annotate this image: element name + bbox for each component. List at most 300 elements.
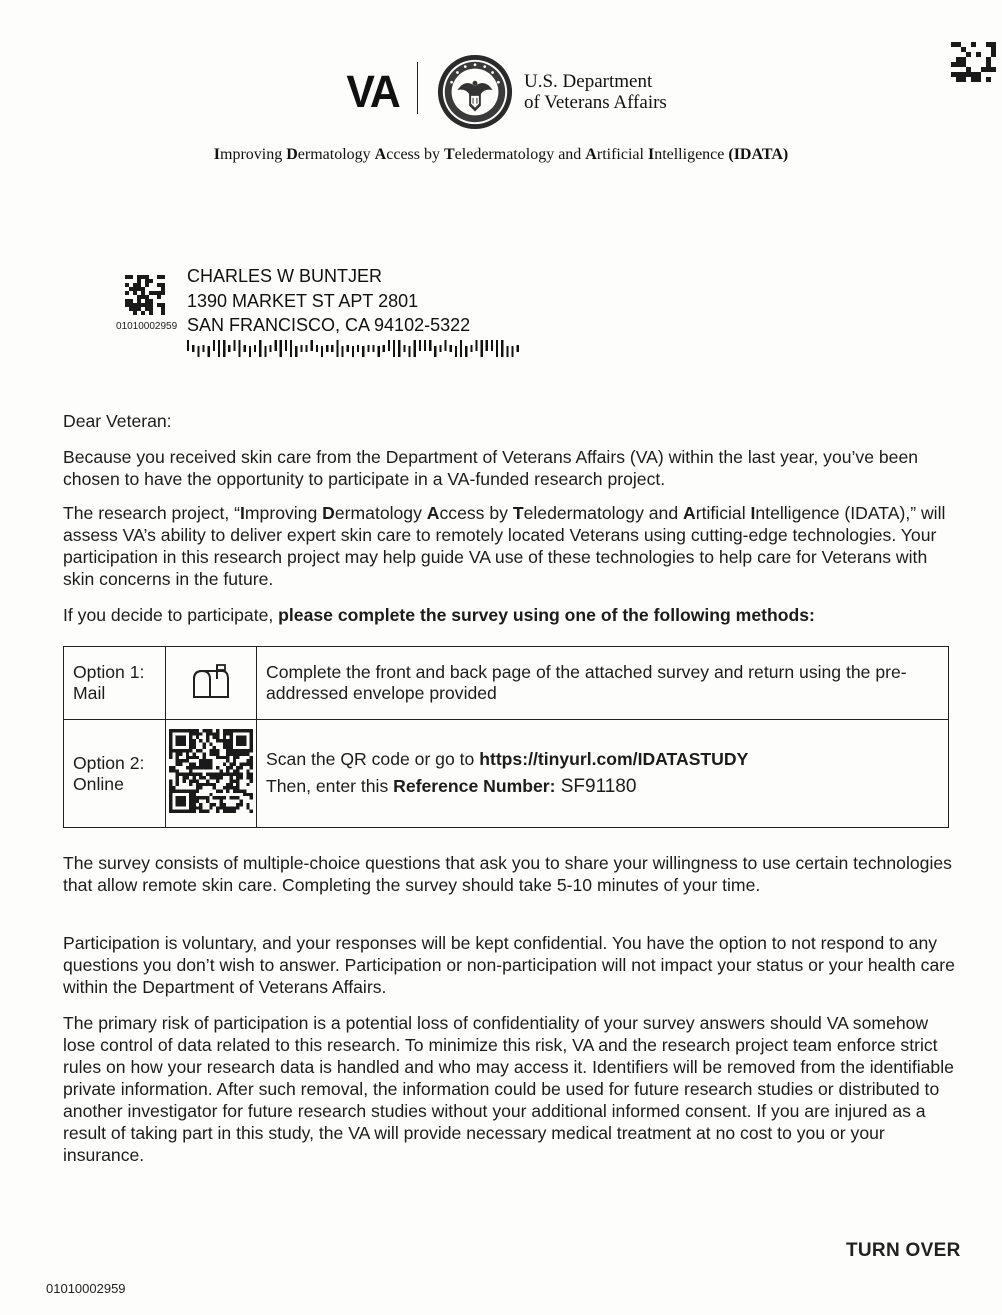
- code-module: [189, 783, 192, 786]
- code-module: [193, 746, 196, 749]
- code-module: [240, 753, 243, 756]
- code-module: [250, 746, 253, 749]
- code-module: [233, 769, 236, 772]
- code-module: [125, 283, 129, 287]
- code-module: [141, 295, 145, 299]
- code-module: [161, 311, 165, 315]
- code-module: [233, 763, 236, 766]
- code-module: [189, 806, 192, 809]
- code-module: [236, 773, 239, 776]
- code-module: [209, 766, 212, 769]
- code-module: [149, 307, 153, 311]
- code-module: [229, 753, 232, 756]
- code-module: [229, 746, 232, 749]
- barcode-bar: [213, 340, 215, 351]
- code-module: [145, 275, 149, 279]
- code-module: [182, 789, 185, 792]
- code-module: [169, 810, 172, 813]
- code-module: [196, 732, 199, 735]
- code-module: [233, 756, 236, 759]
- code-module: [229, 736, 232, 739]
- code-module: [206, 800, 209, 803]
- city-state-zip: SAN FRANCISCO, CA 94102-5322: [187, 315, 471, 335]
- code-module: [206, 783, 209, 786]
- code-module: [216, 806, 219, 809]
- code-module: [149, 299, 153, 303]
- code-module: [172, 810, 175, 813]
- code-module: [179, 796, 182, 799]
- code-module: [186, 756, 189, 759]
- method-icon-cell: [166, 720, 257, 828]
- code-module: [189, 803, 192, 806]
- code-module: [199, 786, 202, 789]
- code-module: [137, 279, 141, 283]
- code-module: [161, 291, 165, 295]
- code-module: [246, 769, 249, 772]
- code-module: [206, 739, 209, 742]
- code-module: [125, 275, 129, 279]
- code-module: [236, 803, 239, 806]
- code-module: [186, 789, 189, 792]
- code-module: [246, 729, 249, 732]
- code-module: [129, 299, 133, 303]
- code-module: [189, 773, 192, 776]
- code-module: [229, 783, 232, 786]
- code-module: [193, 773, 196, 776]
- code-module: [203, 753, 206, 756]
- code-module: [179, 739, 182, 742]
- code-module: [240, 749, 243, 752]
- code-module: [236, 789, 239, 792]
- code-module: [203, 783, 206, 786]
- code-module: [236, 766, 239, 769]
- method-row-mail: [64, 647, 949, 720]
- code-module: [209, 759, 212, 762]
- code-module: [125, 303, 129, 307]
- barcode-bar: [501, 340, 503, 357]
- code-module: [243, 742, 246, 745]
- barcode-bar: [192, 345, 194, 352]
- code-module: [229, 763, 232, 766]
- code-module: [199, 803, 202, 806]
- code-module: [213, 803, 216, 806]
- barcode-bar: [424, 340, 426, 351]
- barcode-bar: [285, 340, 287, 351]
- code-module: [161, 307, 165, 311]
- code-module: [246, 793, 249, 796]
- code-module: [240, 763, 243, 766]
- code-module: [226, 789, 229, 792]
- code-module: [133, 303, 137, 307]
- code-module: [226, 806, 229, 809]
- code-module: [203, 810, 206, 813]
- code-module: [179, 810, 182, 813]
- code-module: [240, 742, 243, 745]
- code-module: [250, 766, 253, 769]
- code-module: [986, 67, 991, 72]
- code-module: [246, 783, 249, 786]
- barcode-bar: [228, 345, 230, 352]
- code-module: [206, 796, 209, 799]
- code-module: [250, 736, 253, 739]
- code-module: [169, 753, 172, 756]
- code-module: [240, 766, 243, 769]
- code-module: [176, 759, 179, 762]
- code-module: [199, 810, 202, 813]
- code-module: [226, 753, 229, 756]
- code-module: [226, 810, 229, 813]
- code-module: [176, 729, 179, 732]
- barcode-bar: [367, 345, 369, 352]
- study-title-part: Teledermatology and: [444, 146, 586, 163]
- barcode-bar: [491, 340, 493, 351]
- barcode-bar: [481, 340, 483, 357]
- code-module: [236, 776, 239, 779]
- code-module: [145, 303, 149, 307]
- project-title-part: Teledermatology and: [512, 503, 684, 523]
- code-module: [189, 736, 192, 739]
- barcode-bar: [208, 346, 210, 357]
- code-module: [169, 732, 172, 735]
- code-module: [229, 729, 232, 732]
- code-module: [169, 729, 172, 732]
- code-module: [182, 729, 185, 732]
- department-line-1: U.S. Department: [524, 71, 653, 92]
- study-title-part: Improving: [213, 146, 287, 163]
- code-module: [189, 766, 192, 769]
- barcode-bar: [439, 345, 441, 352]
- study-title-part: Dermatology: [286, 146, 375, 163]
- corner-datamatrix-code: [951, 42, 996, 82]
- code-module: [213, 736, 216, 739]
- barcode-bar: [187, 340, 189, 351]
- barcode-bar: [311, 340, 313, 351]
- code-module: [193, 739, 196, 742]
- code-module: [169, 793, 172, 796]
- code-module: [199, 776, 202, 779]
- code-module: [976, 77, 981, 82]
- code-module: [986, 57, 991, 62]
- code-module: [193, 753, 196, 756]
- code-module: [189, 779, 192, 782]
- code-module: [169, 803, 172, 806]
- barcode-bar: [233, 340, 235, 351]
- code-module: [137, 275, 141, 279]
- code-module: [246, 749, 249, 752]
- code-module: [250, 796, 253, 799]
- code-module: [219, 739, 222, 742]
- code-module: [216, 779, 219, 782]
- code-module: [182, 803, 185, 806]
- code-module: [206, 766, 209, 769]
- code-module: [240, 773, 243, 776]
- code-module: [216, 796, 219, 799]
- method-label: Option 2: Online: [64, 720, 166, 828]
- code-module: [250, 759, 253, 762]
- code-module: [169, 749, 172, 752]
- barcode-bar: [300, 345, 302, 352]
- code-module: [189, 742, 192, 745]
- code-module: [137, 299, 141, 303]
- code-module: [213, 783, 216, 786]
- code-module: [243, 789, 246, 792]
- paragraph-participation-instructions: If you decide to participate, please complete the survey using one of the following methods:: [63, 605, 815, 625]
- code-module: [243, 793, 246, 796]
- code-module: [213, 746, 216, 749]
- code-module: [176, 783, 179, 786]
- method-icon-cell: [166, 647, 257, 720]
- code-module: [169, 800, 172, 803]
- code-module: [199, 783, 202, 786]
- code-module: [193, 729, 196, 732]
- code-module: [209, 732, 212, 735]
- code-module: [149, 311, 153, 315]
- code-module: [157, 295, 161, 299]
- code-module: [223, 736, 226, 739]
- code-module: [229, 742, 232, 745]
- code-module: [125, 299, 129, 303]
- code-module: [189, 763, 192, 766]
- code-module: [240, 776, 243, 779]
- code-module: [179, 803, 182, 806]
- code-module: [250, 749, 253, 752]
- code-module: [971, 77, 976, 82]
- instructions-bold: please complete the survey using one of the following methods:: [278, 605, 815, 625]
- survey-url-link[interactable]: https://tinyurl.com/IDATASTUDY: [479, 749, 749, 769]
- code-module: [223, 796, 226, 799]
- barcode-bar: [326, 345, 328, 352]
- code-module: [233, 759, 236, 762]
- code-module: [951, 72, 956, 77]
- code-module: [189, 796, 192, 799]
- code-module: [219, 756, 222, 759]
- barcode-bar: [336, 340, 338, 357]
- code-module: [956, 62, 961, 67]
- code-module: [206, 763, 209, 766]
- code-module: [229, 739, 232, 742]
- reference-number-value: SF91180: [555, 776, 637, 797]
- code-module: [966, 67, 971, 72]
- code-module: [961, 47, 966, 52]
- code-module: [240, 803, 243, 806]
- code-module: [199, 739, 202, 742]
- method-label: Option 1: Mail: [64, 647, 166, 720]
- code-module: [196, 796, 199, 799]
- code-module: [233, 806, 236, 809]
- code-module: [216, 739, 219, 742]
- code-module: [161, 303, 165, 307]
- code-module: [243, 729, 246, 732]
- barcode-bar: [372, 345, 374, 352]
- code-module: [991, 47, 996, 52]
- code-module: [229, 796, 232, 799]
- code-module: [179, 742, 182, 745]
- method-description: Complete the front and back page of the attached survey and return using the pre-addressed envelope provided: [257, 647, 949, 720]
- code-module: [229, 773, 232, 776]
- paragraph-risks: The primary risk of participation is a potential loss of confidentiality of your survey answers should VA somehow lose control of data related to this research. To minimize this risk, VA and the research project team enforce strict rules on how your research data is handled and who may access it. Identifiers will be removed from the identifiable private information. After such removal, the information could be used for future research studies or distributed to another investigator for future research studies without your additional informed consent. If you are injured as a result of taking part in this study, the VA will provide necessary medical treatment at no cost to you or your insurance.: [63, 1013, 954, 1165]
- code-module: [243, 763, 246, 766]
- code-module: [206, 759, 209, 762]
- code-module: [172, 766, 175, 769]
- code-module: [223, 773, 226, 776]
- code-module: [236, 769, 239, 772]
- code-module: [182, 749, 185, 752]
- code-module: [189, 732, 192, 735]
- code-module: [209, 806, 212, 809]
- code-module: [169, 736, 172, 739]
- code-module: [145, 299, 149, 303]
- barcode-bar: [275, 340, 277, 351]
- code-module: [213, 776, 216, 779]
- study-title-part: Artificial: [585, 146, 648, 163]
- code-module: [216, 789, 219, 792]
- code-module: [250, 779, 253, 782]
- greeting: Dear Veteran:: [63, 411, 172, 431]
- code-module: [179, 759, 182, 762]
- code-module: [250, 739, 253, 742]
- barcode-bar: [465, 346, 467, 357]
- code-module: [149, 291, 153, 295]
- code-module: [203, 776, 206, 779]
- code-module: [236, 739, 239, 742]
- barcode-bar: [218, 340, 220, 357]
- code-module: [157, 291, 161, 295]
- paragraph-survey-description: The survey consists of multiple-choice questions that ask you to share your willingness to use certain technologies that allow remote skin care. Completing the survey should take 5-10 minutes of your time.: [63, 853, 952, 895]
- code-module: [176, 810, 179, 813]
- code-module: [213, 749, 216, 752]
- code-module: [206, 736, 209, 739]
- code-module: [966, 72, 971, 77]
- barcode-bar: [352, 346, 354, 357]
- code-module: [213, 796, 216, 799]
- code-module: [199, 773, 202, 776]
- code-module: [976, 52, 981, 57]
- code-module: [226, 732, 229, 735]
- code-module: [176, 789, 179, 792]
- code-module: [172, 789, 175, 792]
- barcode-bar: [511, 346, 513, 357]
- code-module: [196, 756, 199, 759]
- code-module: [196, 789, 199, 792]
- code-module: [186, 810, 189, 813]
- code-module: [209, 753, 212, 756]
- code-module: [209, 763, 212, 766]
- code-module: [182, 736, 185, 739]
- code-module: [176, 756, 179, 759]
- code-module: [216, 773, 219, 776]
- barcode-bar: [264, 346, 266, 357]
- code-module: [193, 732, 196, 735]
- code-module: [176, 736, 179, 739]
- code-module: [149, 279, 153, 283]
- code-module: [223, 739, 226, 742]
- code-module: [236, 806, 239, 809]
- project-title-part: Dermatology: [322, 503, 427, 523]
- code-module: [137, 287, 141, 291]
- code-module: [169, 789, 172, 792]
- code-module: [971, 42, 976, 47]
- code-module: [182, 779, 185, 782]
- code-module: [199, 806, 202, 809]
- code-module: [169, 783, 172, 786]
- code-module: [176, 739, 179, 742]
- code-module: [233, 796, 236, 799]
- department-line-2: of Veterans Affairs: [524, 92, 667, 113]
- barcode-bar: [393, 340, 395, 357]
- code-module: [186, 729, 189, 732]
- code-module: [243, 736, 246, 739]
- code-module: [243, 739, 246, 742]
- postal-barcode: [187, 340, 522, 357]
- code-module: [169, 786, 172, 789]
- barcode-bar: [383, 345, 385, 352]
- code-module: [233, 786, 236, 789]
- code-module: [233, 789, 236, 792]
- turn-over-label: TURN OVER: [846, 1240, 961, 1261]
- code-module: [182, 773, 185, 776]
- code-module: [216, 810, 219, 813]
- code-module: [223, 742, 226, 745]
- code-module: [233, 729, 236, 732]
- barcode-bar: [450, 345, 452, 352]
- code-module: [129, 287, 133, 291]
- barcode-bar: [475, 340, 477, 351]
- code-module: [199, 766, 202, 769]
- qr-code-icon[interactable]: [169, 729, 253, 813]
- code-module: [226, 756, 229, 759]
- code-module: [216, 729, 219, 732]
- code-module: [203, 729, 206, 732]
- barcode-bar: [331, 345, 333, 352]
- code-module: [193, 742, 196, 745]
- barcode-bar: [460, 340, 462, 357]
- code-module: [179, 736, 182, 739]
- code-module: [233, 753, 236, 756]
- code-module: [186, 753, 189, 756]
- mailbox-icon: [191, 663, 231, 699]
- code-module: [956, 57, 961, 62]
- code-module: [226, 742, 229, 745]
- code-module: [193, 789, 196, 792]
- code-module: [172, 749, 175, 752]
- code-module: [981, 67, 986, 72]
- barcode-bar: [342, 346, 344, 357]
- code-module: [223, 756, 226, 759]
- barcode-bar: [202, 345, 204, 352]
- code-module: [976, 72, 981, 77]
- code-module: [182, 800, 185, 803]
- code-module: [229, 749, 232, 752]
- code-module: [203, 766, 206, 769]
- code-module: [141, 291, 145, 295]
- code-module: [129, 275, 133, 279]
- code-module: [145, 295, 149, 299]
- code-module: [229, 766, 232, 769]
- code-module: [196, 806, 199, 809]
- code-module: [236, 779, 239, 782]
- code-module: [223, 763, 226, 766]
- code-module: [196, 783, 199, 786]
- barcode-bar: [506, 346, 508, 357]
- code-module: [991, 67, 996, 72]
- code-module: [240, 739, 243, 742]
- code-module: [233, 779, 236, 782]
- code-module: [141, 311, 145, 315]
- code-module: [229, 786, 232, 789]
- va-logo: VA: [346, 66, 399, 117]
- code-module: [176, 779, 179, 782]
- code-module: [196, 729, 199, 732]
